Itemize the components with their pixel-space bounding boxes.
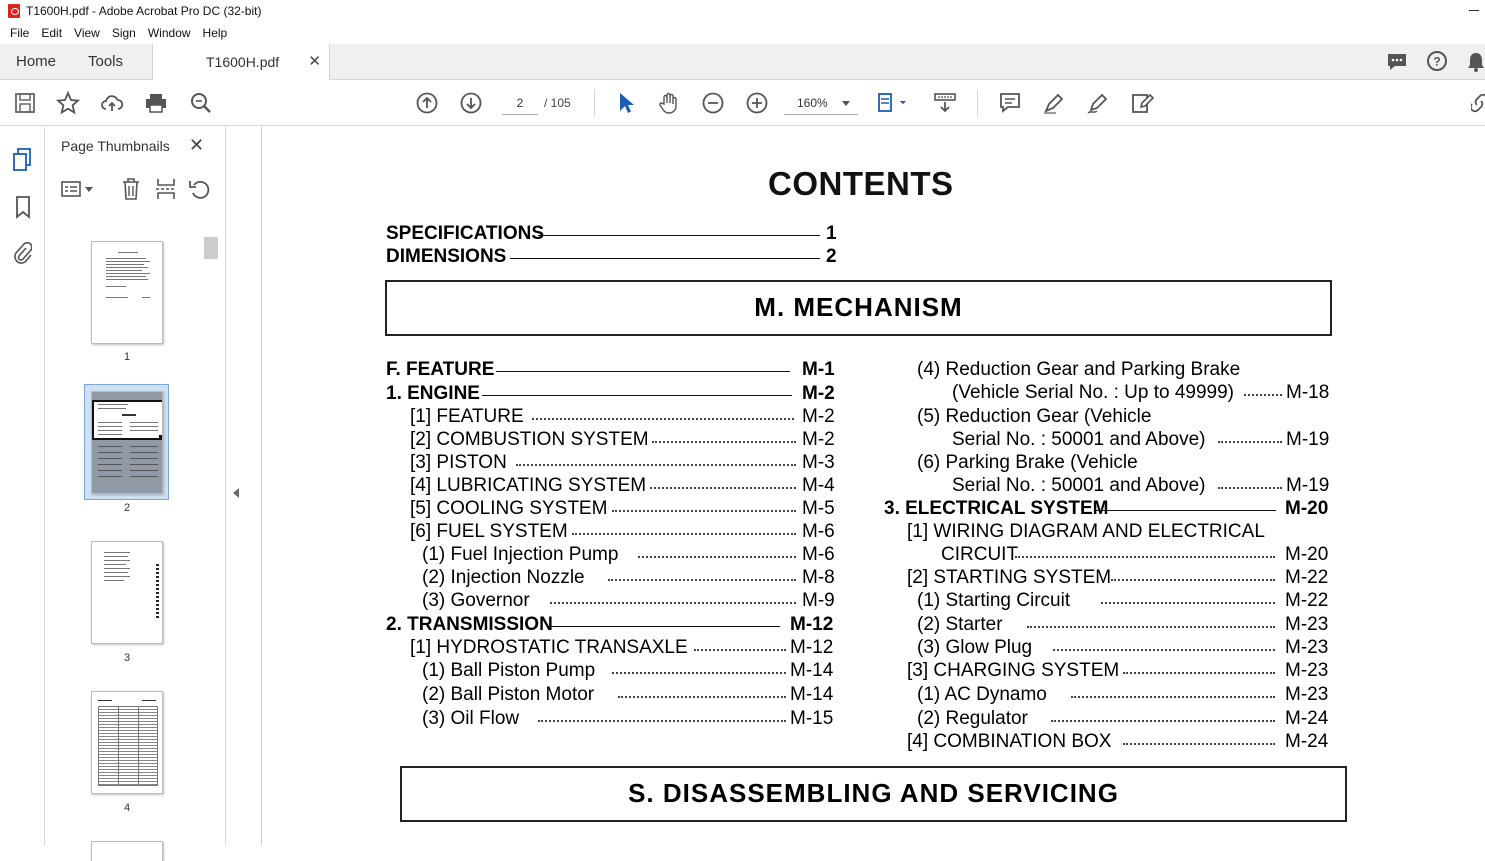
tab-bar [0,44,1485,80]
section-m-box [385,280,1332,336]
menu-help[interactable]: Help [202,26,228,40]
page-thumbnail-1[interactable] [91,241,163,344]
menu-window[interactable]: Window [147,26,191,40]
section-s-heading: S. DISASSEMBLING AND SERVICING [628,778,1119,808]
window-titlebar [0,0,1485,22]
fit-page-icon[interactable] [876,91,912,115]
comment-icon[interactable] [1386,52,1408,72]
left-nav-rail [0,127,45,845]
extract-pages-icon[interactable] [155,177,177,201]
next-page-icon[interactable] [459,91,483,115]
zoom-in-icon[interactable] [745,91,769,115]
bookmarks-icon[interactable] [14,195,32,219]
toolbar-divider [977,89,978,117]
panel-title: Page Thumbnails [61,138,170,154]
scroll-mode-icon[interactable] [933,91,957,115]
toolbar-divider [594,89,595,117]
zoom-level-dropdown[interactable] [784,91,858,115]
thumbnail-label: 1 [123,351,131,363]
hand-tool-icon[interactable] [657,91,681,115]
page-thumbnails-panel [45,127,226,845]
draw-sign-icon[interactable] [1086,91,1110,115]
print-icon[interactable] [144,91,168,115]
section-s-box [400,766,1347,822]
thumbnail-label: 3 [123,652,131,664]
close-panel-icon[interactable]: ✕ [189,135,205,155]
share-link-icon[interactable] [1471,91,1485,115]
add-comment-icon[interactable] [998,91,1022,115]
panel-collapse-strip[interactable] [226,127,262,845]
thumbnail-label: 2 [123,502,131,514]
scrollbar-thumb[interactable] [204,237,218,259]
save-icon[interactable] [13,91,37,115]
close-tab-icon[interactable]: ✕ [308,53,321,70]
tab-document-label: T1600H.pdf [206,54,280,70]
page-total: / 105 [544,96,571,110]
menu-view[interactable]: View [74,26,100,40]
edit-pdf-icon[interactable] [1130,91,1154,115]
svg-text:?: ? [1433,54,1441,69]
star-icon[interactable] [56,91,80,115]
help-icon[interactable] [1426,50,1448,72]
thumbnail-label: 4 [123,802,131,814]
tab-home[interactable]: Home [16,53,57,70]
menu-bar [0,22,1485,44]
window-title: T1600H.pdf - Adobe Acrobat Pro DC (32-bit) [26,4,262,18]
thumbnail-options-icon[interactable] [60,179,96,199]
zoom-out-icon[interactable] [701,91,725,115]
toc-entry[interactable]: SPECIFICATIONS 1 [386,223,837,244]
notification-bell-icon[interactable] [1468,51,1485,73]
collapse-arrow-icon[interactable] [233,488,239,498]
minimize-icon[interactable] [1469,10,1479,11]
toc-entry[interactable]: DIMENSIONS 2 [386,246,837,267]
tab-tools[interactable]: Tools [88,53,124,70]
attachments-paperclip-icon[interactable] [12,241,32,265]
document-view[interactable]: CONTENTS SPECIFICATIONS 1 DIMENSIONS 2 M. MECHANISM F. FEATURE M-1 1. ENGINE M-2 [1] FEATURE M-2 [2] COMBUSTION SYSTEM M-2 [3] PISTON M-3 [4] LUBRICATING SYSTEM M-4 [5] COOLING SYSTEM M-5 [6] FUEL SYSTEM M-6 (1) Fuel Injection Pump M-6 (2) Injection Nozzle M-8 (3) Governor M-9 2. TRANSMISSION M-12 [1] HYDROSTATIC TRANSAXLE M-12 (1) Ball Piston Pump M-14 (2) Ball Piston Motor M-14 (3) Oil Flow M-15 (4) Reduction Gear and Parking Brake (Vehicle Serial No. : Up to 49999) M-18 (5) Reduction Gear (Vehicle Serial No. : 50001 and Above) M-19 (6) Parking Brake (Vehicle Serial No. : 50001 and Above) M-19 3. ELECTRICAL SYSTEM M-20 [1] WIRING DIAGRAM AND ELECTRICAL CIRCUIT M-20 [2] STARTING SYSTEM M-22 (1) Starting Circuit M-22 (2) Starter M-23 (3) Glow Plug M-23 [3] CHARGING SYSTEM M-23 (1) AC Dynamo M-23 (2) Regulator M-24 [4] COMBINATION BOX M-24 S. DISASSEMBLING AND SERVICING [263,127,1485,845]
menu-file[interactable]: File [10,26,30,40]
delete-trash-icon[interactable] [121,177,141,201]
page-thumbnail-4[interactable] [91,691,163,794]
search-zoom-icon[interactable] [189,91,213,115]
zoom-level-value: 160% [797,96,828,110]
upload-cloud-icon[interactable] [100,91,124,115]
page-number-input[interactable] [502,91,538,115]
rotate-page-icon[interactable] [188,177,212,201]
menu-sign[interactable]: Sign [111,26,136,40]
page-thumbnail-3[interactable] [91,541,163,644]
contents-title: CONTENTS [768,165,954,202]
page-thumbnail-2[interactable] [91,391,163,494]
page-thumbnail-5[interactable] [91,841,163,861]
menu-edit[interactable]: Edit [41,26,63,40]
tab-document[interactable] [152,44,330,81]
page-thumbnails-icon[interactable] [12,147,34,173]
highlight-pen-icon[interactable] [1042,91,1066,115]
chevron-down-icon [842,101,850,106]
select-cursor-icon[interactable] [614,91,638,115]
acrobat-pdf-icon [8,4,20,18]
previous-page-icon[interactable] [415,91,439,115]
section-m-heading: M. MECHANISM [754,292,963,322]
main-toolbar [0,80,1485,126]
thumbnail-scrollbar[interactable] [204,237,218,845]
